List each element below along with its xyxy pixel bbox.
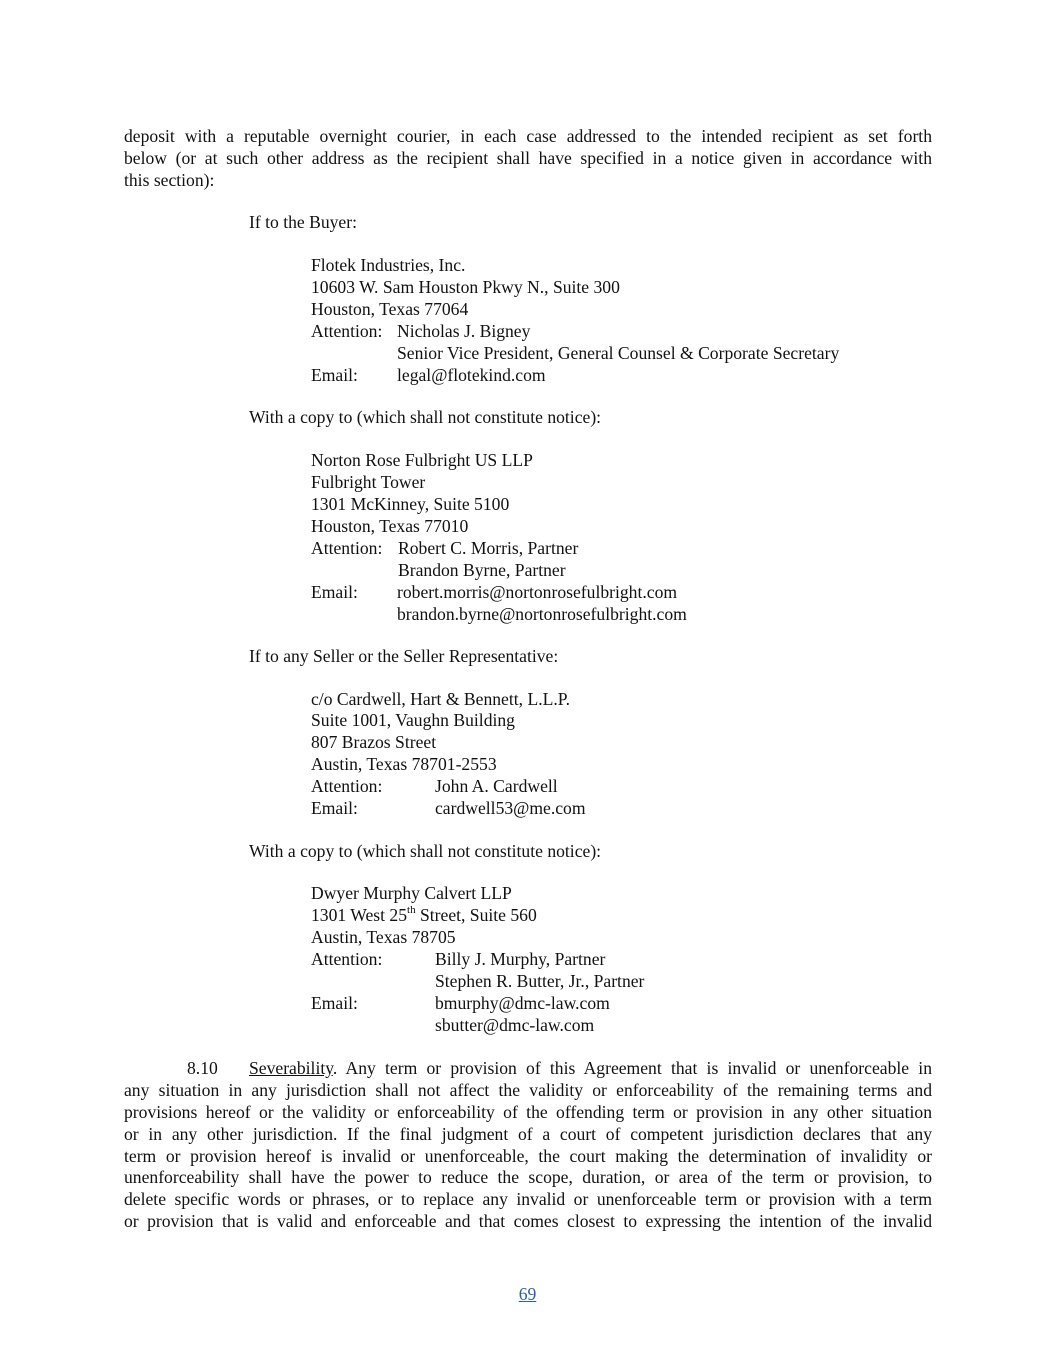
seller-suite: Suite 1001, Vaughn Building [311,710,515,730]
seller-copy-city: Austin, Texas 78705 [311,927,456,947]
seller-copy-email-2: sbutter@dmc-law.com [435,1015,595,1035]
section-number: 8.10 [187,1058,218,1078]
intro-line-1: deposit with a reputable overnight courier, in each case addressed to the intended recipient as set forth [124,126,932,146]
seller-copy-street [311,904,537,926]
buyer-copy-street: 1301 McKinney, Suite 5100 [311,494,510,514]
severability-line-2: any situation in any jurisdiction shall not affect the validity or enforceability of the remaining terms and [124,1080,932,1100]
seller-copy-street-sup: th [407,904,416,917]
seller-copy-attention-label: Attention: [311,949,383,969]
buyer-city: Houston, Texas 77064 [311,299,469,319]
seller-copy-attention-1: Billy J. Murphy, Partner [435,949,606,969]
buyer-copy-city: Houston, Texas 77010 [311,516,469,536]
buyer-copy-company: Norton Rose Fulbright US LLP [311,450,533,470]
severability-line-1-rest: . Any term or provision of this Agreement that is invalid or unenforceable in [332,1058,932,1078]
seller-attention-name: John A. Cardwell [435,776,558,796]
severability-line-8: or provision that is valid and enforceable and that comes closest to expressing the intention of the invalid [124,1211,932,1231]
seller-copy-attention-2: Stephen R. Butter, Jr., Partner [435,971,645,991]
buyer-company: Flotek Industries, Inc. [311,255,466,275]
seller-city: Austin, Texas 78701-2553 [311,754,497,774]
severability-line-7: delete specific words or phrases, or to replace any invalid or unenforceable term or provision with a term [124,1189,932,1209]
buyer-attention-label: Attention: [311,321,383,341]
seller-company: c/o Cardwell, Hart & Bennett, L.L.P. [311,689,570,709]
seller-email-label: Email: [311,798,358,818]
severability-line-5: term or provision hereof is invalid or unenforceable, the court making the determination of invalidity or [124,1146,932,1166]
buyer-email-label: Email: [311,365,358,385]
seller-email: cardwell53@me.com [435,798,586,818]
seller-heading: If to any Seller or the Seller Representative: [249,646,559,666]
severability-title: Severability [249,1058,333,1078]
severability-line-6: unenforceability shall have the power to reduce the scope, duration, or area of the term or provision, to [124,1167,932,1187]
buyer-copy-heading: With a copy to (which shall not constitute notice): [249,407,602,427]
buyer-attention-title: Senior Vice President, General Counsel & Corporate Secretary [397,343,840,363]
seller-copy-street-post: Street, Suite 560 [415,905,537,925]
intro-line-2: below (or at such other address as the recipient shall have specified in a notice given in accordance with [124,148,932,168]
buyer-heading: If to the Buyer: [249,212,357,232]
seller-street: 807 Brazos Street [311,732,437,752]
severability-line-1 [249,1057,932,1079]
seller-copy-company: Dwyer Murphy Calvert LLP [311,883,512,903]
buyer-copy-building: Fulbright Tower [311,472,426,492]
buyer-copy-attention-label: Attention: [311,538,383,558]
buyer-copy-attention-1: Robert C. Morris, Partner [398,538,579,558]
seller-copy-heading: With a copy to (which shall not constitute notice): [249,841,602,861]
seller-copy-email-1: bmurphy@dmc-law.com [435,993,610,1013]
buyer-attention-name: Nicholas J. Bigney [397,321,531,341]
buyer-copy-attention-2: Brandon Byrne, Partner [398,560,566,580]
seller-copy-street-pre: 1301 West 25 [311,905,408,925]
severability-line-3: provisions hereof or the validity or enforceability of the offending term or provision in any other situation [124,1102,932,1122]
buyer-copy-email-2: brandon.byrne@nortonrosefulbright.com [397,604,687,624]
buyer-copy-email-label: Email: [311,582,358,602]
seller-attention-label: Attention: [311,776,383,796]
buyer-email: legal@flotekind.com [397,365,546,385]
seller-copy-email-label: Email: [311,993,358,1013]
buyer-street: 10603 W. Sam Houston Pkwy N., Suite 300 [311,277,620,297]
severability-line-4: or in any other jurisdiction. If the final judgment of a court of competent jurisdiction declares that any [124,1124,932,1144]
page-number[interactable]: 69 [518,1284,537,1304]
intro-line-3: this section): [124,170,215,190]
buyer-copy-email-1: robert.morris@nortonrosefulbright.com [397,582,678,602]
